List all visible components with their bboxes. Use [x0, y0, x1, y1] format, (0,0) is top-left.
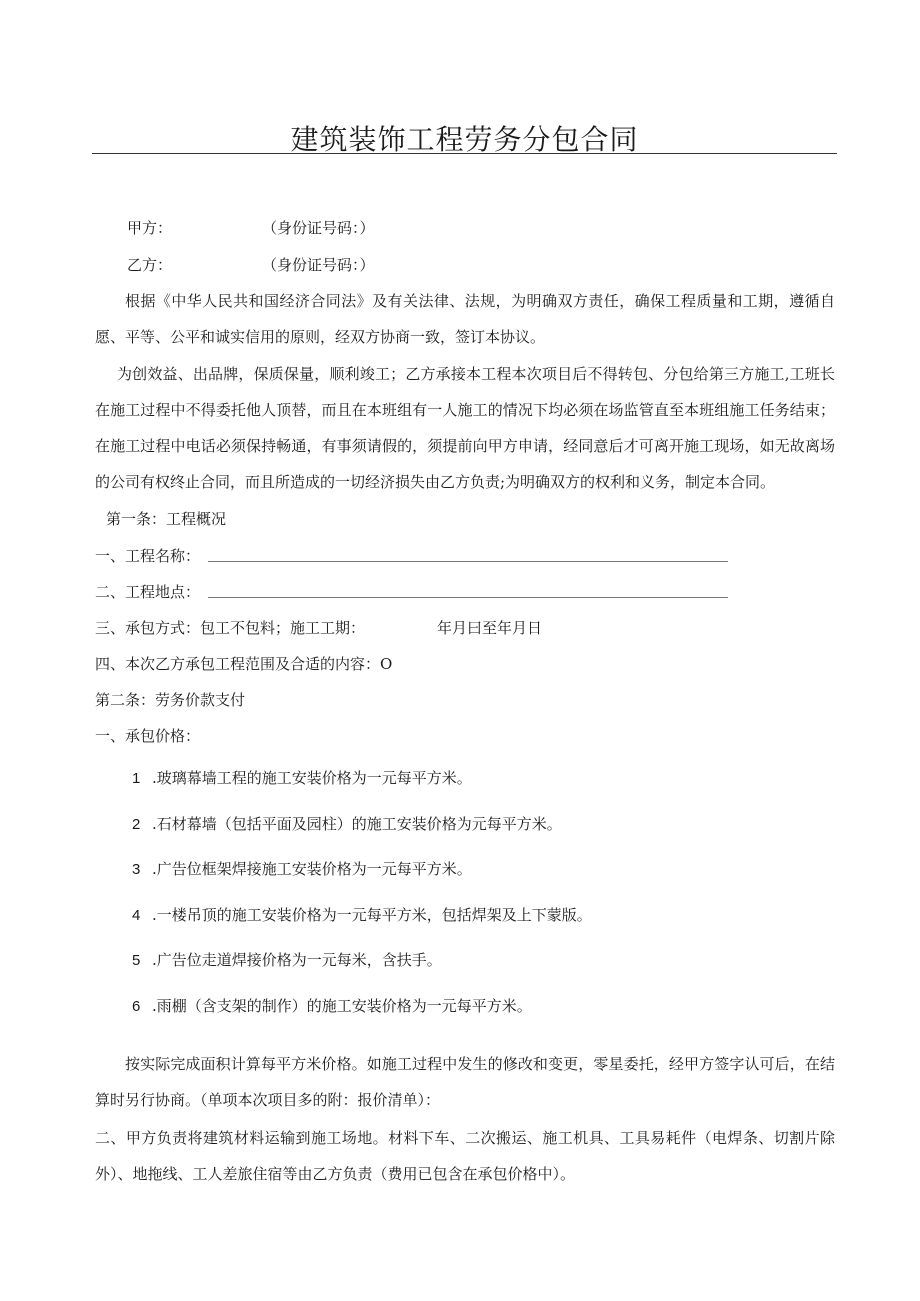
price-item-text: .雨棚（含支架的制作）的施工安装价格为一元每平方米。	[152, 997, 532, 1015]
party-b-row	[127, 255, 375, 275]
price-heading: 一、承包价格：	[95, 727, 201, 745]
price-item	[132, 950, 442, 971]
price-item	[132, 814, 562, 835]
principle-paragraph: 为创效益、出品牌，保质保量，顺利竣工；乙方承接本工程本次项目后不得转包、分包给第三方施工,工班长在施工过程中不得委托他人顶替，而且在本班组有一人施工的情况下均必须在场监管直至本班组施工任务结束；在施工过程中电话必须保持畅通，有事须请假的，须提前向甲方申请，经同意后才可离开施工现场，如无故离场的公司有权终止合同，而且所造成的一切经济损失由乙方负责;为明确双方的权利和义务，制定本合同。	[95, 365, 835, 491]
party-a-id: （身份证号码：）	[262, 219, 375, 237]
price-item-number: 6	[132, 998, 141, 1015]
price-item	[132, 996, 532, 1017]
article1-heading: 第一条：工程概况	[106, 510, 227, 528]
party-b-id: （身份证号码：）	[262, 256, 375, 274]
scope-line: 四、本次乙方承包工程范围及合适的内容：O	[95, 655, 393, 673]
project-name-label: 一、工程名称：	[95, 547, 201, 565]
project-location-blank	[208, 597, 728, 598]
price-item-number: 4	[132, 907, 141, 924]
price-item-text: .广告位走道焊接价格为一元每米，含扶手。	[152, 951, 442, 969]
materials-paragraph: 二、甲方负责将建筑材料运输到施工场地。材料下车、二次搬运、施工机具、工具易耗件（电焊条、切割片除外）、地拖线、工人差旅住宿等由乙方负责（费用已包含在承包价格中）。	[95, 1129, 835, 1183]
period-text: 年月曰至年月日	[437, 619, 543, 637]
price-item	[132, 768, 472, 789]
intro-paragraph: 根据《中华人民共和国经济合同法》及有关法律、法规，为明确双方责任，确保工程质量和工期，遵循自愿、平等、公平和诚实信用的原则，经双方协商一致，签订本协议。	[95, 292, 835, 346]
title-underline	[92, 153, 837, 154]
contract-mode: 三、承包方式：包工不包料；施工工期：	[95, 619, 366, 637]
document-title: 建筑装饰工程劳务分包合同	[290, 123, 639, 156]
price-item-number: 2	[132, 816, 141, 833]
price-item-text: .玻璃幕墙工程的施工安装价格为一元每平方米。	[152, 769, 472, 787]
article2-heading: 第二条：劳务价款支付	[95, 691, 246, 709]
party-b-label: 乙方：	[127, 256, 173, 274]
price-item-number: 3	[132, 861, 141, 878]
party-a-label: 甲方：	[127, 219, 173, 237]
project-location-label: 二、工程地点：	[95, 583, 201, 601]
contract-mode-row	[95, 618, 542, 638]
price-item-text: .一楼吊顶的施工安装价格为一元每平方米，包括焊架及上下蒙版。	[152, 906, 592, 924]
price-item-number: 1	[132, 770, 141, 787]
price-item	[132, 859, 472, 880]
price-item-text: .广告位框架焊接施工安装价格为一元每平方米。	[152, 860, 472, 878]
price-item-number: 5	[132, 952, 141, 969]
price-item-text: .石材幕墙（包括平面及园柱）的施工安装价格为元每平方米。	[152, 815, 562, 833]
party-a-row	[127, 218, 375, 238]
price-item	[132, 905, 592, 926]
settlement-paragraph: 按实际完成面积计算每平方米价格。如施工过程中发生的修改和变更，零星委托，经甲方签字认可后，在结算时另行协商。（单项本次项目多的附：报价清单）：	[95, 1055, 835, 1109]
project-name-blank	[208, 561, 728, 562]
